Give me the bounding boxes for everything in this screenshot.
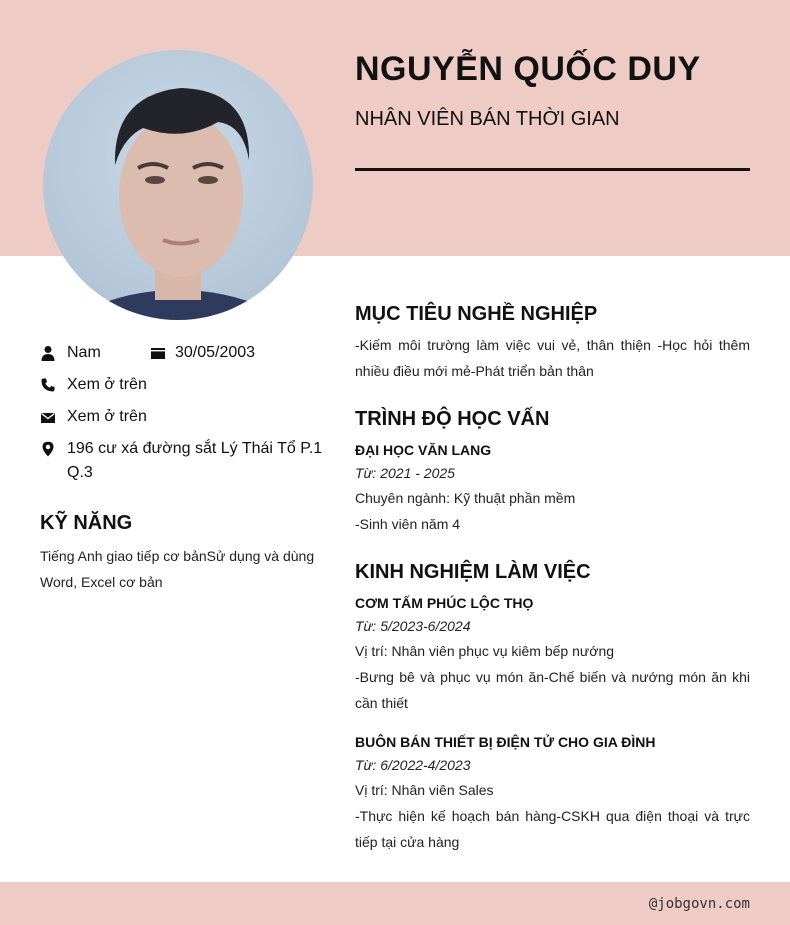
education-note: -Sinh viên năm 4 [355,516,461,532]
experience-heading: KINH NGHIỆM LÀM VIỆC [355,561,591,583]
title-divider [355,168,750,171]
job-position: Vị trí: Nhân viên Sales [355,782,494,798]
skills-text: Tiếng Anh giao tiếp cơ bảnSử dụng và dùng Word, Excel cơ bản [40,548,315,590]
education-heading: TRÌNH ĐỘ HỌC VẤN [355,408,550,430]
education-major: Chuyên ngành: Kỹ thuật phần mềm [355,490,576,506]
candidate-title: NHÂN VIÊN BÁN THỜI GIAN [355,108,620,130]
gender-value: Nam [67,344,101,361]
job-description: -Bưng bê và phục vụ món ăn-Chế biến và nướng món ăn khi cần thiết [355,669,750,711]
skills-heading: KỸ NĂNG [40,512,133,534]
address-row [40,437,325,485]
mail-icon [40,409,56,425]
birthdate-value: 30/05/2003 [175,344,256,361]
location-pin-icon [40,441,56,457]
job-position: Vị trí: Nhân viên phục vụ kiêm bếp nướng [355,643,615,659]
education-period: Từ: 2021 - 2025 [355,465,455,481]
job-description: -Thực hiện kế hoạch bán hàng-CSKH qua điện thoại và trực tiếp tại cửa hàng [355,808,750,850]
email-value[interactable]: Xem ở trên [67,408,147,425]
job-company: BUÔN BÁN THIẾT BỊ ĐIỆN TỬ CHO GIA ĐÌNH [355,734,656,750]
job-period: Từ: 5/2023-6/2024 [355,618,471,634]
person-icon [40,345,56,361]
calendar-icon [150,345,166,361]
footer-credit[interactable]: @jobgovn.com [648,896,750,912]
profile-photo [43,50,313,320]
objective-text: -Kiếm môi trường làm việc vui vẻ, thân thiện -Học hỏi thêm nhiều điều mới mẻ-Phát triển bản thân [355,337,750,379]
school-name: ĐẠI HỌC VĂN LANG [355,442,492,458]
gender-row [40,341,140,365]
candidate-name: NGUYỄN QUỐC DUY [355,50,701,88]
birthdate-row [150,341,320,365]
address-value: 196 cư xá đường sắt Lý Thái Tổ P.1 Q.3 [67,440,323,481]
job-period: Từ: 6/2022-4/2023 [355,757,471,773]
email-row [40,405,320,429]
job-company: CƠM TẤM PHÚC LỘC THỌ [355,595,534,611]
phone-icon [40,377,56,393]
objective-heading: MỤC TIÊU NGHỀ NGHIỆP [355,303,598,325]
phone-row [40,373,320,397]
phone-value[interactable]: Xem ở trên [67,376,147,393]
